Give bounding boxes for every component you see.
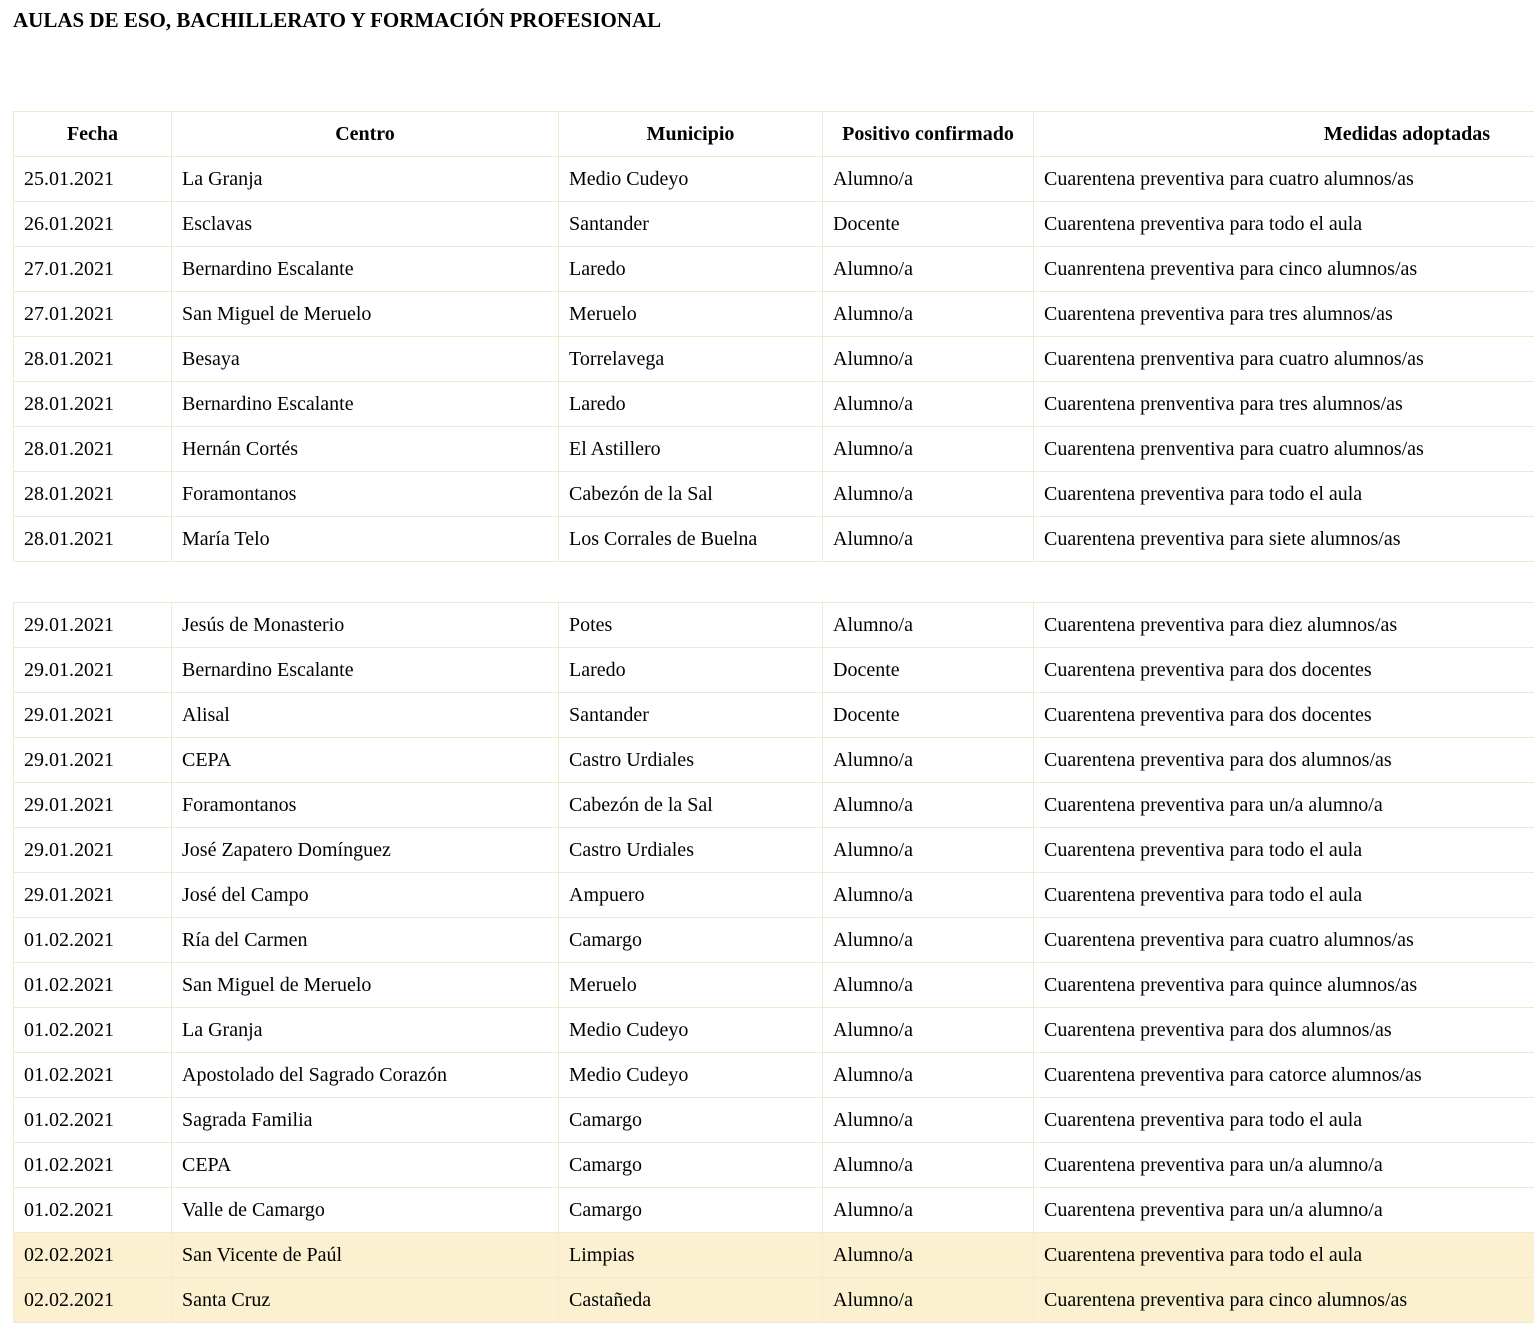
cell-municipio: Camargo [559, 1143, 823, 1188]
cell-positivo: Docente [823, 648, 1034, 693]
cell-fecha: 29.01.2021 [14, 873, 172, 918]
table-row [14, 873, 1534, 918]
cell-centro: Alisal [172, 693, 559, 738]
table-row [14, 247, 1534, 292]
cell-centro: CEPA [172, 738, 559, 783]
cell-fecha: 29.01.2021 [14, 738, 172, 783]
table-row [14, 202, 1534, 247]
cell-positivo: Alumno/a [823, 828, 1034, 873]
cell-fecha: 29.01.2021 [14, 648, 172, 693]
table-row [14, 1008, 1534, 1053]
cell-medidas: Cuarentena preventiva para todo el aula [1034, 202, 1534, 247]
cell-centro: La Granja [172, 157, 559, 202]
cell-centro: José del Campo [172, 873, 559, 918]
cell-fecha: 27.01.2021 [14, 292, 172, 337]
cell-municipio: Camargo [559, 918, 823, 963]
cell-municipio: Laredo [559, 648, 823, 693]
cell-positivo: Alumno/a [823, 517, 1034, 562]
cell-positivo: Alumno/a [823, 783, 1034, 828]
table-row [14, 157, 1534, 202]
cell-medidas: Cuarentena preventiva para todo el aula [1034, 873, 1534, 918]
column-header-positivo: Positivo confirmado [823, 112, 1034, 157]
cell-medidas: Cuarentena preventiva para cinco alumnos/as [1034, 1278, 1534, 1323]
table-row [14, 603, 1534, 648]
cell-positivo: Alumno/a [823, 1053, 1034, 1098]
cell-centro: Apostolado del Sagrado Corazón [172, 1053, 559, 1098]
cell-fecha: 26.01.2021 [14, 202, 172, 247]
table-row [14, 648, 1534, 693]
cell-medidas: Cuarentena prenventiva para cuatro alumnos/as [1034, 337, 1534, 382]
cell-municipio: Limpias [559, 1233, 823, 1278]
cell-municipio: Torrelavega [559, 337, 823, 382]
cell-medidas: Cuarentena preventiva para todo el aula [1034, 1233, 1534, 1278]
cell-fecha: 28.01.2021 [14, 472, 172, 517]
cell-fecha: 02.02.2021 [14, 1278, 172, 1323]
cell-fecha: 28.01.2021 [14, 382, 172, 427]
cell-fecha: 01.02.2021 [14, 918, 172, 963]
cell-centro: Foramontanos [172, 783, 559, 828]
cell-fecha: 29.01.2021 [14, 828, 172, 873]
cell-fecha: 29.01.2021 [14, 603, 172, 648]
cell-medidas: Cuarentena preventiva para todo el aula [1034, 828, 1534, 873]
table-row [14, 1278, 1534, 1323]
cell-positivo: Alumno/a [823, 1278, 1034, 1323]
cell-centro: San Miguel de Meruelo [172, 963, 559, 1008]
cell-medidas: Cuarentena preventiva para dos alumnos/as [1034, 738, 1534, 783]
table-row [14, 1053, 1534, 1098]
table-row [14, 783, 1534, 828]
cell-fecha: 01.02.2021 [14, 1008, 172, 1053]
cell-fecha: 01.02.2021 [14, 1098, 172, 1143]
table-row [14, 738, 1534, 783]
cell-positivo: Alumno/a [823, 1233, 1034, 1278]
table-row [14, 1143, 1534, 1188]
cell-centro: Sagrada Familia [172, 1098, 559, 1143]
cell-positivo: Docente [823, 202, 1034, 247]
cell-positivo: Alumno/a [823, 918, 1034, 963]
table-row [14, 337, 1534, 382]
cell-fecha: 01.02.2021 [14, 1143, 172, 1188]
column-header-fecha: Fecha [14, 112, 172, 157]
cell-municipio: Potes [559, 603, 823, 648]
cell-positivo: Alumno/a [823, 1143, 1034, 1188]
cell-positivo: Alumno/a [823, 1098, 1034, 1143]
cell-municipio: Santander [559, 202, 823, 247]
cell-fecha: 01.02.2021 [14, 1053, 172, 1098]
cell-fecha: 28.01.2021 [14, 337, 172, 382]
cell-municipio: Camargo [559, 1188, 823, 1233]
cell-centro: La Granja [172, 1008, 559, 1053]
cell-municipio: Ampuero [559, 873, 823, 918]
table-row [14, 472, 1534, 517]
cell-medidas: Cuarentena preventiva para un/a alumno/a [1034, 1188, 1534, 1233]
cell-municipio: Medio Cudeyo [559, 1008, 823, 1053]
cell-positivo: Alumno/a [823, 292, 1034, 337]
table-row [14, 517, 1534, 562]
cell-centro: San Vicente de Paúl [172, 1233, 559, 1278]
cell-centro: Hernán Cortés [172, 427, 559, 472]
cell-centro: Besaya [172, 337, 559, 382]
cell-fecha: 01.02.2021 [14, 1188, 172, 1233]
cell-fecha: 02.02.2021 [14, 1233, 172, 1278]
cell-positivo: Alumno/a [823, 1188, 1034, 1233]
table-header-row [14, 112, 1534, 157]
cell-centro: Bernardino Escalante [172, 648, 559, 693]
cell-centro: Bernardino Escalante [172, 382, 559, 427]
cell-fecha: 25.01.2021 [14, 157, 172, 202]
cell-municipio: Castro Urdiales [559, 738, 823, 783]
cell-medidas: Cuarentena preventiva para todo el aula [1034, 472, 1534, 517]
cell-medidas: Cuarentena preventiva para tres alumnos/as [1034, 292, 1534, 337]
cell-medidas: Cuarentena preventiva para cuatro alumnos/as [1034, 918, 1534, 963]
cell-positivo: Alumno/a [823, 963, 1034, 1008]
cell-medidas: Cuarentena preventiva para dos alumnos/as [1034, 1008, 1534, 1053]
cell-centro: Esclavas [172, 202, 559, 247]
cell-positivo: Alumno/a [823, 603, 1034, 648]
cell-fecha: 29.01.2021 [14, 783, 172, 828]
cell-municipio: Camargo [559, 1098, 823, 1143]
cell-municipio: Meruelo [559, 292, 823, 337]
cell-municipio: Cabezón de la Sal [559, 783, 823, 828]
table-row [14, 918, 1534, 963]
cell-positivo: Alumno/a [823, 738, 1034, 783]
cell-centro: Valle de Camargo [172, 1188, 559, 1233]
cell-municipio: Laredo [559, 247, 823, 292]
page-title: AULAS DE ESO, BACHILLERATO Y FORMACIÓN PROFESIONAL [13, 8, 662, 32]
cell-medidas: Cuanrentena preventiva para cinco alumnos/as [1034, 247, 1534, 292]
cell-positivo: Alumno/a [823, 382, 1034, 427]
cell-positivo: Docente [823, 693, 1034, 738]
cell-municipio: Medio Cudeyo [559, 1053, 823, 1098]
column-header-municipio: Municipio [559, 112, 823, 157]
cell-centro: Ría del Carmen [172, 918, 559, 963]
cell-centro: Foramontanos [172, 472, 559, 517]
cell-positivo: Alumno/a [823, 427, 1034, 472]
cell-positivo: Alumno/a [823, 157, 1034, 202]
cell-fecha: 01.02.2021 [14, 963, 172, 1008]
cell-municipio: Los Corrales de Buelna [559, 517, 823, 562]
cell-municipio: Castañeda [559, 1278, 823, 1323]
cases-table-bottom [13, 602, 1534, 1323]
cell-medidas: Cuarentena preventiva para diez alumnos/as [1034, 603, 1534, 648]
cell-positivo: Alumno/a [823, 247, 1034, 292]
cell-positivo: Alumno/a [823, 337, 1034, 382]
cell-medidas: Cuarentena prenventiva para tres alumnos/as [1034, 382, 1534, 427]
cell-municipio: Cabezón de la Sal [559, 472, 823, 517]
cell-medidas: Cuarentena preventiva para dos docentes [1034, 693, 1534, 738]
cell-fecha: 27.01.2021 [14, 247, 172, 292]
column-header-medidas: Medidas adoptadas [1034, 112, 1534, 157]
cell-medidas: Cuarentena preventiva para dos docentes [1034, 648, 1534, 693]
cell-centro: Jesús de Monasterio [172, 603, 559, 648]
cell-municipio: El Astillero [559, 427, 823, 472]
cell-medidas: Cuarentena prenventiva para cuatro alumnos/as [1034, 427, 1534, 472]
cell-medidas: Cuarentena preventiva para catorce alumnos/as [1034, 1053, 1534, 1098]
cell-centro: José Zapatero Domínguez [172, 828, 559, 873]
table-row [14, 292, 1534, 337]
cell-municipio: Meruelo [559, 963, 823, 1008]
table-row [14, 1233, 1534, 1278]
cell-medidas: Cuarentena preventiva para siete alumnos/as [1034, 517, 1534, 562]
cell-centro: CEPA [172, 1143, 559, 1188]
table-row [14, 693, 1534, 738]
table-row [14, 382, 1534, 427]
cell-municipio: Laredo [559, 382, 823, 427]
cell-medidas: Cuarentena preventiva para un/a alumno/a [1034, 1143, 1534, 1188]
cell-positivo: Alumno/a [823, 873, 1034, 918]
cell-medidas: Cuarentena preventiva para todo el aula [1034, 1098, 1534, 1143]
cell-fecha: 29.01.2021 [14, 693, 172, 738]
table-row [14, 427, 1534, 472]
table-row [14, 828, 1534, 873]
table-row [14, 1188, 1534, 1233]
cases-table-top [13, 111, 1534, 562]
cell-medidas: Cuarentena preventiva para quince alumnos/as [1034, 963, 1534, 1008]
cell-positivo: Alumno/a [823, 472, 1034, 517]
cell-centro: Santa Cruz [172, 1278, 559, 1323]
cell-fecha: 28.01.2021 [14, 517, 172, 562]
cell-municipio: Medio Cudeyo [559, 157, 823, 202]
cell-positivo: Alumno/a [823, 1008, 1034, 1053]
cell-centro: Bernardino Escalante [172, 247, 559, 292]
cell-centro: María Telo [172, 517, 559, 562]
cell-centro: San Miguel de Meruelo [172, 292, 559, 337]
cell-medidas: Cuarentena preventiva para un/a alumno/a [1034, 783, 1534, 828]
cell-fecha: 28.01.2021 [14, 427, 172, 472]
column-header-centro: Centro [172, 112, 559, 157]
cell-municipio: Castro Urdiales [559, 828, 823, 873]
cell-medidas: Cuarentena preventiva para cuatro alumnos/as [1034, 157, 1534, 202]
cell-municipio: Santander [559, 693, 823, 738]
table-row [14, 963, 1534, 1008]
table-row [14, 1098, 1534, 1143]
